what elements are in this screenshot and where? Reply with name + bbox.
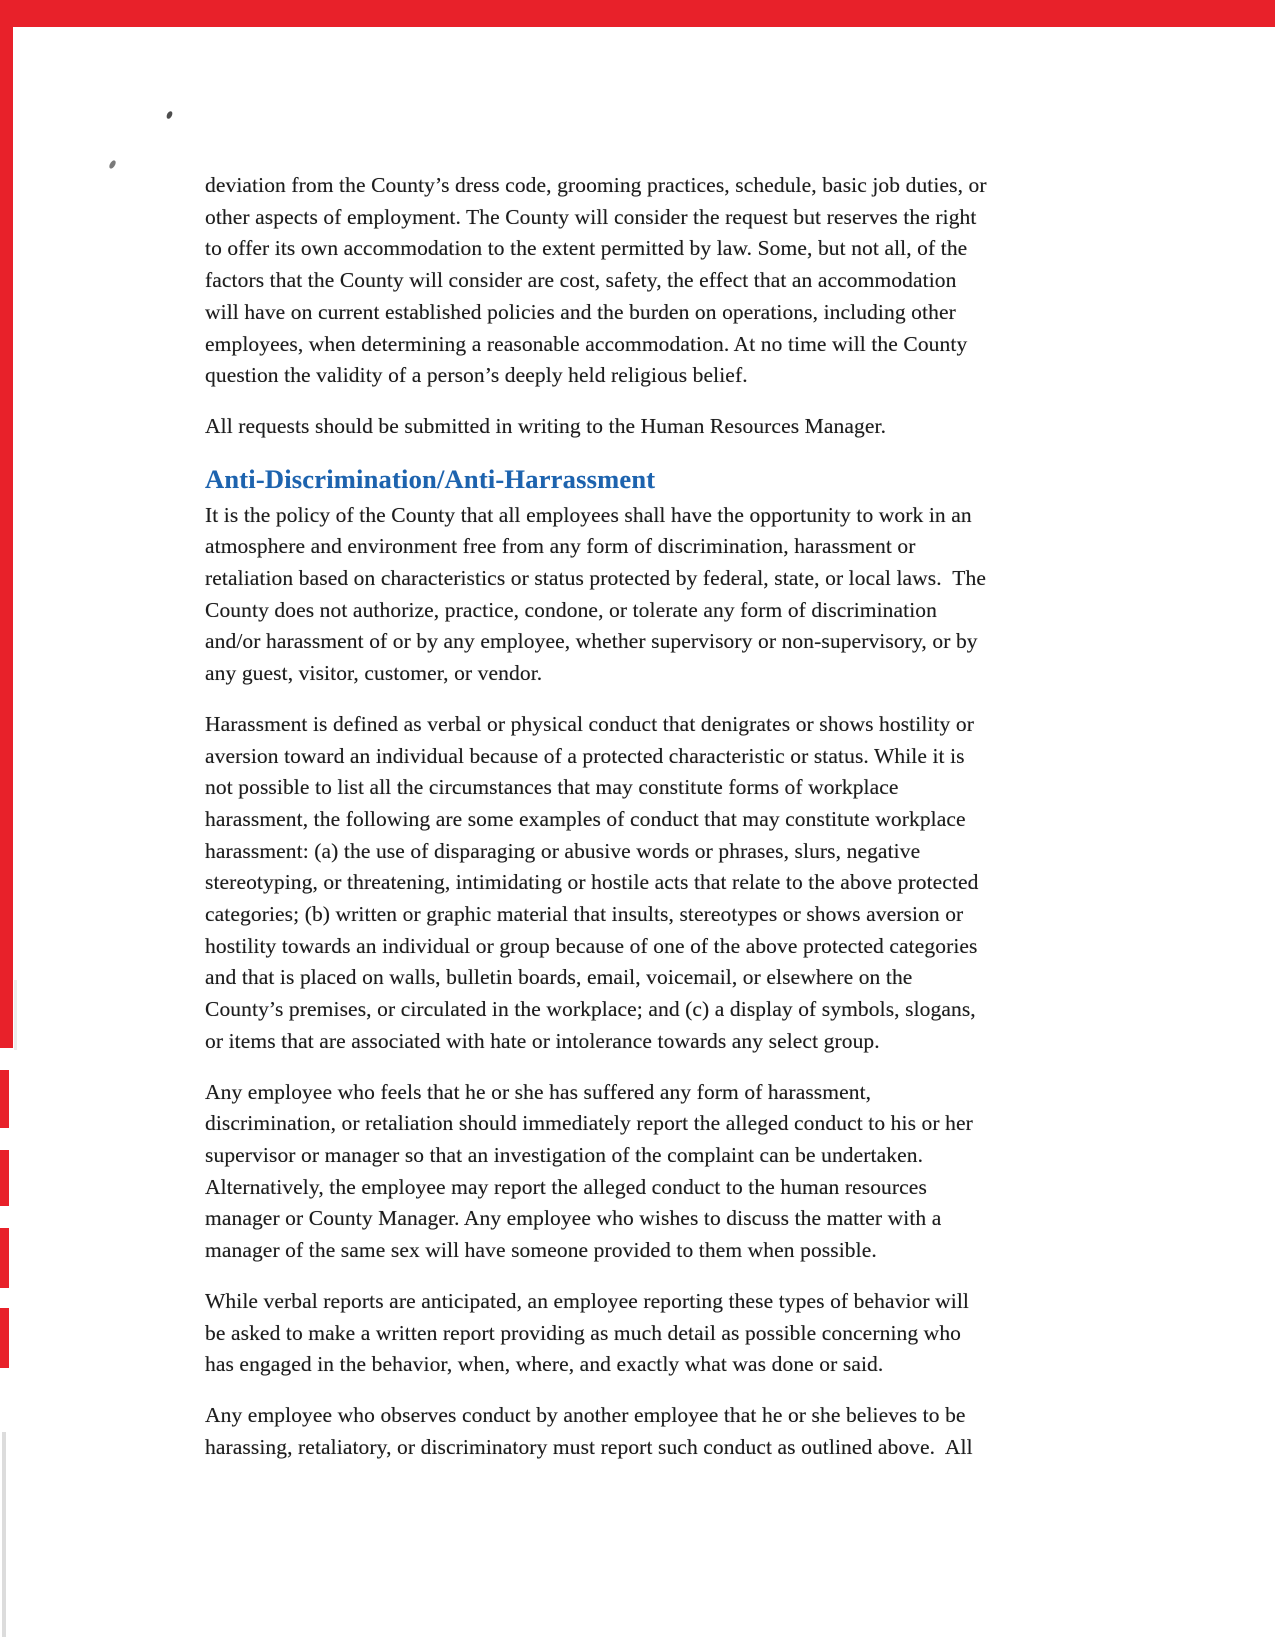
text-line: harassment: (a) the use of disparaging or abusive words or phrases, slurs, negative <box>205 838 921 863</box>
text-line: any guest, visitor, customer, or vendor. <box>205 661 543 686</box>
text-line: not possible to list all the circumstances that may constitute forms of workplace <box>205 775 899 800</box>
text-line: Alternatively, the employee may report the alleged conduct to the human resources <box>205 1174 927 1199</box>
text-line: will have on current established policies and the burden on operations, including other <box>205 299 956 324</box>
text-line: to offer its own accommodation to the extent permitted by law. Some, but not all, of the <box>205 236 968 261</box>
paragraph <box>205 500 1110 690</box>
scan-edge-dash <box>0 1228 9 1288</box>
text-line: manager or County Manager. Any employee who wishes to discuss the matter with a <box>205 1206 942 1231</box>
text-line: hostility towards an individual or group because of one of the above protected categories <box>205 933 978 958</box>
scan-edge-dash <box>0 1308 9 1368</box>
text-line: Any employee who observes conduct by another employee that he or she believes to be <box>205 1402 966 1427</box>
text-line: supervisor or manager so that an investigation of the complaint can be undertaken. <box>205 1142 924 1167</box>
paragraph <box>205 709 1110 1058</box>
text-line: categories; (b) written or graphic material that insults, stereotypes or shows aversion or <box>205 902 964 927</box>
text-line: aversion toward an individual because of a protected characteristic or status. While it is <box>205 743 965 768</box>
text-line: retaliation based on characteristics or status protected by federal, state, or local laws. The <box>205 566 987 591</box>
text-line: has engaged in the behavior, when, where, and exactly what was done or said. <box>205 1352 884 1377</box>
text-line: manager of the same sex will have someone provided to them when possible. <box>205 1238 877 1263</box>
page-content <box>205 170 1110 1482</box>
paragraph <box>205 1400 1110 1463</box>
text-line: and that is placed on walls, bulletin boards, email, voicemail, or elsewhere on the <box>205 965 913 990</box>
paragraph <box>205 1286 1110 1381</box>
scan-edge-left-band <box>0 0 13 1048</box>
text-line: or items that are associated with hate or intolerance towards any select group. <box>205 1028 880 1053</box>
paragraph <box>205 170 1110 392</box>
text-line: deviation from the County’s dress code, grooming practices, schedule, basic job duties, or <box>205 173 987 197</box>
paragraph <box>205 411 1110 443</box>
text-line: and/or harassment of or by any employee, whether supervisory or non-supervisory, or by <box>205 629 978 654</box>
scan-edge-dash <box>0 1070 9 1128</box>
text-line: question the validity of a person’s deeply held religious belief. <box>205 363 748 388</box>
scan-edge-dash <box>0 1150 9 1206</box>
section-heading <box>205 462 1110 496</box>
scan-speck <box>166 110 173 119</box>
text-line: Anti-Discrimination/Anti-Harrassment <box>205 463 656 494</box>
text-line: harassment, the following are some examples of conduct that may constitute workplace <box>205 806 966 831</box>
paragraph <box>205 1077 1110 1267</box>
text-line: factors that the County will consider are cost, safety, the effect that an accommodation <box>205 268 957 293</box>
scan-edge-top-band <box>0 0 1275 27</box>
text-line: harassing, retaliatory, or discriminatory must report such conduct as outlined above. All <box>205 1434 973 1459</box>
text-line: employees, when determining a reasonable accommodation. At no time will the County <box>205 331 968 356</box>
scan-speck <box>108 159 116 169</box>
text-line: County does not authorize, practice, condone, or tolerate any form of discrimination <box>205 597 938 622</box>
text-line: It is the policy of the County that all employees shall have the opportunity to work in an <box>205 502 972 527</box>
text-line: Harassment is defined as verbal or physical conduct that denigrates or shows hostility or <box>205 711 974 736</box>
text-line: discrimination, or retaliation should immediately report the alleged conduct to his or her <box>205 1111 973 1136</box>
text-line: While verbal reports are anticipated, an employee reporting these types of behavior will <box>205 1288 969 1313</box>
text-line: stereotyping, or threatening, intimidating or hostile acts that relate to the above protected <box>205 870 979 895</box>
text-line: County’s premises, or circulated in the workplace; and (c) a display of symbols, slogans, <box>205 997 976 1022</box>
text-line: other aspects of employment. The County will consider the request but reserves the right <box>205 204 977 229</box>
scan-edge-faint-line <box>14 980 17 1050</box>
text-line: Any employee who feels that he or she has suffered any form of harassment, <box>205 1079 872 1104</box>
text-line: be asked to make a written report providing as much detail as possible concerning who <box>205 1320 962 1345</box>
scan-edge-faint-line <box>2 1432 6 1637</box>
text-line: atmosphere and environment free from any form of discrimination, harassment or <box>205 534 916 559</box>
text-line: All requests should be submitted in writing to the Human Resources Manager. <box>205 413 887 438</box>
